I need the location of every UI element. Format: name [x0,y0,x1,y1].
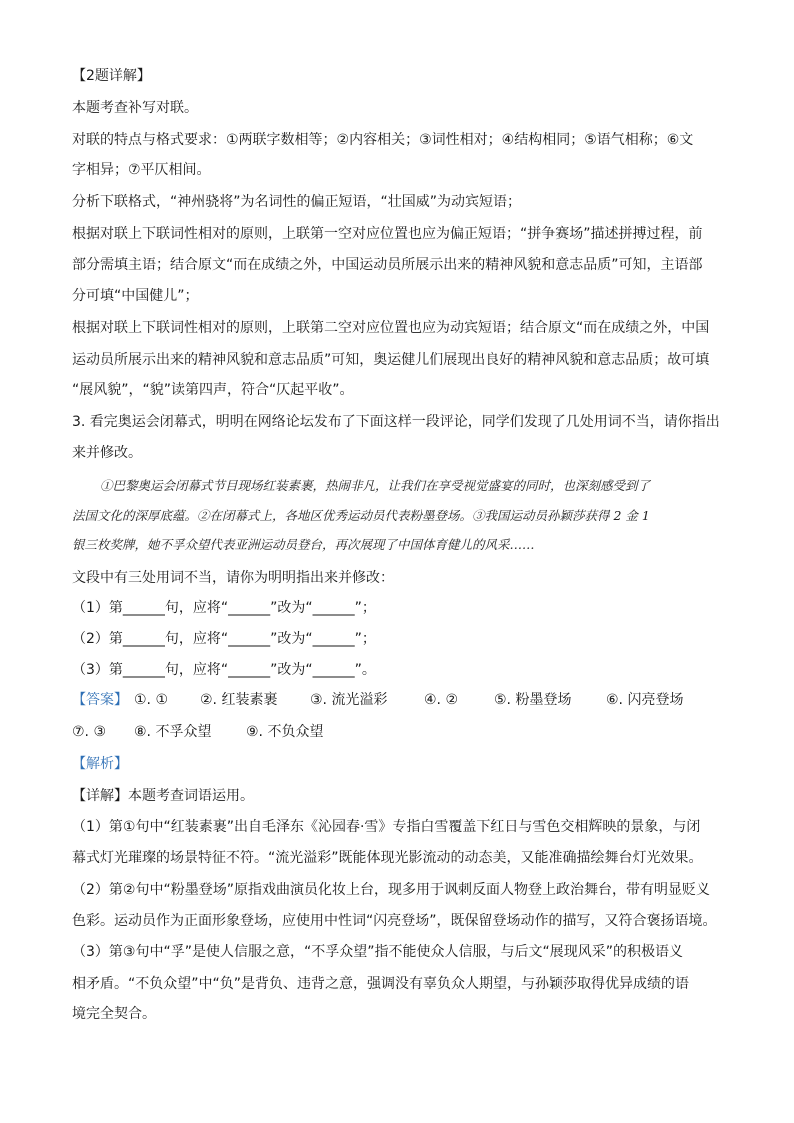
answer-item: ⑤. 粉墨登场 [494,692,572,708]
fill-in-blank-line: （1）第______句，应将“______”改为“______”； [72,600,376,616]
question-instruction: 文段中有三处用词不当，请你为明明指出来并修改： [72,570,394,586]
answer-item: ⑦. ③ [72,724,107,740]
analysis-line: 色彩。运动员作为正面形象登场，应使用中性词“闪亮登场”，既保留登场动作的描写，又符合褒扬语境。 [72,913,717,929]
paragraph-line: 分析下联格式，“神州骁将”为名词性的偏正短语，“壮国威”为动宾短语； [72,194,522,210]
analysis-line: （3）第③句中“孚”是使人信服之意，“不孚众望”指不能使众人信服，与后文“展现风采”的积极语义 [72,944,683,960]
fill-in-blank-line: （2）第______句，应将“______”改为“______”； [72,631,376,647]
question-3-stem: 3. 看完奥运会闭幕式，明明在网络论坛发布了下面这样一段评论，同学们发现了几处用词不当，请你指出 [72,414,720,430]
answer-item: ③. 流光溢彩 [310,692,388,708]
analysis-line: 幕式灯光璀璨的场景特征不符。“流光溢彩”既能体现光影流动的动态美，又能准确描绘舞台灯光效果。 [72,850,703,866]
analysis-line: 境完全契合。 [72,1006,156,1022]
paragraph-line: 运动员所展示出来的精神风貌和意志品质”可知，奥运健儿们展现出良好的精神风貌和意志品质；故可填 [72,352,710,368]
analysis-line: （1）第①句中“红装素裹”出自毛泽东《沁园春·雪》专指白雪覆盖下红日与雪色交相辉映的景象，与闭 [72,819,701,835]
quoted-comment-line: 法国文化的深厚底蕴。②在闭幕式上，各地区优秀运动员代表粉墨登场。③我国运动员孙颖莎获得 2 金 1 [72,508,650,523]
analysis-label: 【解析】 [72,756,128,772]
analysis-line: 【详解】本题考查词语运用。 [72,788,254,804]
section-heading: 【2题详解】 [72,68,151,84]
answer-item: ①. ① [134,692,169,708]
paragraph-line: 根据对联上下联词性相对的原则，上联第一空对应位置也应为偏正短语；“拼争赛场”描述拼搏过程，前 [72,226,703,242]
analysis-line: 相矛盾。“不负众望”中“负”是背负、违背之意，强调没有辜负众人期望，与孙颖莎取得优异成绩的语 [72,976,690,992]
answer-item: ④. ② [424,692,459,708]
paragraph-line: 对联的特点与格式要求：①两联字数相等；②内容相关；③词性相对；④结构相同；⑤语气相称；⑥文 [72,132,694,148]
quoted-comment-line: 银三枚奖牌，她不孚众望代表亚洲运动员登台，再次展现了中国体育健儿的风采…… [72,537,535,552]
answer-item: ⑧. 不孚众望 [134,724,212,740]
fill-in-blank-line: （3）第______句，应将“______”改为“______”。 [72,662,376,678]
answer-item: ⑨. 不负众望 [246,724,324,740]
answer-row [72,722,356,742]
paragraph-line: “展风貌”，“貌”读第四声，符合“仄起平收”。 [72,382,354,398]
quoted-comment-line: ①巴黎奥运会闭幕式节目现场红装素裹，热闹非凡，让我们在享受视觉盛宴的同时，也深刻感受到了 [100,478,651,493]
answer-label: 【答案】 [72,692,128,708]
paragraph-line: 根据对联上下联词性相对的原则，上联第二空对应位置也应为动宾短语；结合原文“而在成绩之外，中国 [72,320,710,336]
answer-item: ②. 红装素裹 [200,692,278,708]
paragraph-line: 字相异；⑦平仄相间。 [72,162,211,178]
paragraph-line: 部分需填主语；结合原文“而在成绩之外，中国运动员所展示出来的精神风貌和意志品质”可知，主语部 [72,257,703,273]
paragraph-line: 分可填“中国健儿”； [72,288,199,304]
question-3-stem: 来并修改。 [72,445,142,461]
analysis-line: （2）第②句中“粉墨登场”原指戏曲演员化妆上台，现多用于讽刺反面人物登上政治舞台，带有明显贬义 [72,882,710,898]
paragraph-line: 本题考查补写对联。 [72,100,198,116]
answer-row [72,690,696,710]
answer-item: ⑥. 闪亮登场 [606,692,684,708]
